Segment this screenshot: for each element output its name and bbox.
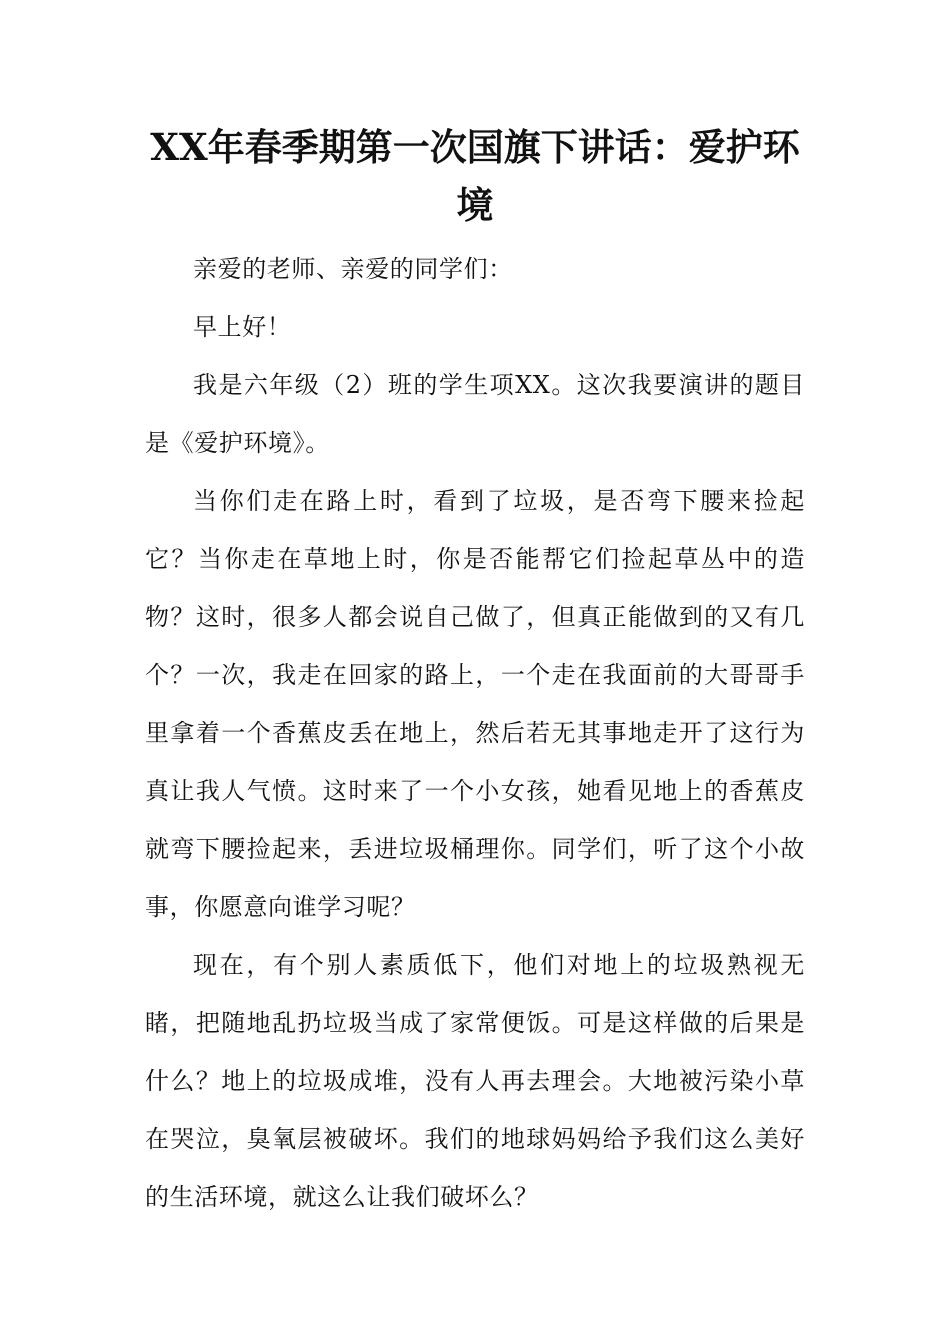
document-title: XX年春季期第一次国旗下讲话：爱护环境 — [150, 125, 800, 227]
paragraph-good-morning: 早上好！ — [193, 313, 292, 341]
document-body — [145, 240, 805, 1226]
paragraph-greeting: 亲爱的老师、亲爱的同学们： — [193, 255, 513, 283]
paragraph-introduction: 我是六年级（2）班的学生项XX。这次我要演讲的题目是《爱护环境》。 — [145, 371, 805, 457]
paragraph-story: 当你们走在路上时，看到了垃圾，是否弯下腰来捡起它？当你走在草地上时，你是否能帮它们捡起草丛中的造物？这时，很多人都会说自己做了，但真正能做到的又有几个？一次，我走在回家的路上，一个走在我面前的大哥哥手里拿着一个香蕉皮丢在地上，然后若无其事地走开了这行为真让我人气愤。这时来了一个小女孩，她看见地上的香蕉皮就弯下腰捡起来，丢进垃圾桶理你。同学们，听了这个小故事，你愿意向谁学习呢？ — [145, 487, 805, 921]
paragraph-consequences: 现在，有个别人素质低下，他们对地上的垃圾熟视无睹，把随地乱扔垃圾当成了家常便饭。可是这样做的后果是什么？地上的垃圾成堆，没有人再去理会。大地被污染小草在哭泣，臭氧层被破坏。我们的地球妈妈给予我们这么美好的生活环境，就这么让我们破坏么？ — [145, 951, 805, 1211]
